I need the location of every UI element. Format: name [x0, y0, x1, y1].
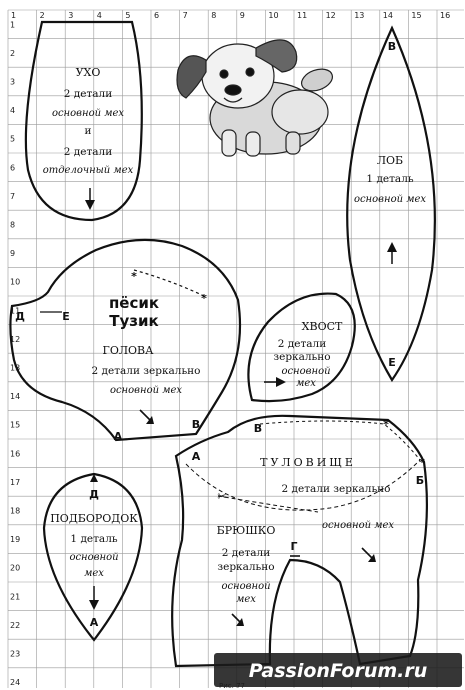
grid-row-label: 12 [10, 334, 21, 344]
grid-row-label: 4 [10, 106, 16, 116]
grid-row-label: 14 [10, 392, 21, 402]
grid-row-label: 24 [10, 678, 21, 688]
grid-row-label: 21 [10, 592, 21, 602]
body-star-1: * [383, 418, 389, 431]
chin-mark-a: А [89, 616, 99, 629]
head-mark-a: А [113, 430, 123, 443]
forehead-mark-bottom: Е [388, 356, 396, 369]
head-name-line1: пёсик [108, 294, 160, 312]
grid-row-label: 8 [10, 220, 16, 230]
tail-title: ХВОСТ [301, 320, 343, 333]
belly-title: БРЮШКО [216, 524, 276, 537]
belly-fabric-1: основной [221, 581, 271, 592]
head-piece [10, 240, 240, 440]
head-mark-d: Д [15, 310, 25, 323]
belly-mark-g: Г [290, 540, 298, 553]
head-star-2: * [201, 292, 207, 305]
body-piece [172, 416, 427, 666]
head-name-line2: Тузик [109, 312, 159, 330]
ear-fabric: основной мех [51, 108, 125, 119]
grid-row-label: 1 [10, 20, 16, 30]
grid-column-label: 6 [154, 11, 160, 20]
head-dart [134, 270, 204, 296]
grid-row-label: 13 [10, 363, 21, 373]
head-grainline [140, 410, 150, 420]
grid-column-labels [11, 11, 450, 20]
ear-outline [26, 22, 142, 220]
body-count: 2 детали зеркально [281, 483, 391, 495]
ear-title: УХО [75, 66, 101, 79]
chin-fabric-2: мех [84, 568, 104, 579]
head-title: ГОЛОВА [102, 344, 154, 357]
chin-title: ПОДБОРОДОК [50, 512, 138, 525]
grid-row-label: 5 [10, 134, 16, 144]
grid-column-label: 2 [39, 11, 45, 20]
grid-column-label: 10 [268, 11, 279, 20]
grid-row-label: 23 [10, 649, 21, 659]
forehead-grain-arrow [387, 242, 397, 252]
grid-row-label: 10 [10, 277, 21, 287]
head-outline [10, 240, 240, 440]
ear-piece [26, 22, 142, 220]
tail-count: 2 детали [277, 338, 327, 350]
tail-fabric-2: мех [296, 378, 316, 389]
grid-row-label: 16 [10, 449, 21, 459]
grid-row-label: 3 [10, 77, 16, 87]
grid-row-label: 18 [10, 506, 21, 516]
grid-column-label: 16 [440, 11, 451, 20]
grid-row-labels [10, 20, 20, 687]
head-mark-v: В [191, 418, 201, 431]
grid-row-label: 17 [10, 477, 21, 487]
grid-column-label: 13 [354, 11, 365, 20]
body-outline [172, 416, 427, 666]
watermark: PassionForum.ru [248, 660, 428, 682]
body-star-2: * [419, 456, 425, 469]
grid-column-label: 11 [297, 11, 308, 20]
chin-fabric-1: основной [69, 552, 119, 563]
grid-row-label: 19 [10, 535, 21, 545]
grid-row-label: 7 [10, 191, 16, 201]
body-title: ТУЛОВИЩЕ [260, 456, 356, 469]
grid-column-label: 7 [182, 11, 188, 20]
belly-fabric-2: мех [236, 594, 256, 605]
head-count: 2 детали зеркально [91, 365, 201, 377]
tail-mirror: зеркально [273, 351, 331, 363]
grid-column-label: 8 [211, 11, 217, 20]
ear-count: 2 детали [63, 88, 113, 100]
chin-count: 1 деталь [70, 533, 118, 545]
grid-row-label: 9 [10, 249, 16, 259]
belly-mirror: зеркально [217, 561, 275, 573]
puppy-illustration [177, 40, 335, 156]
tail-fabric-1: основной [281, 366, 331, 377]
forehead-fabric: основной мех [353, 194, 427, 205]
ear-and: и [84, 125, 92, 137]
grid-row-label: 6 [10, 163, 16, 173]
ear-count-2: 2 детали [63, 146, 113, 158]
grid-row-label: 20 [10, 563, 21, 573]
body-mark-a: А [191, 450, 201, 463]
chin-mark-d: Д [89, 488, 99, 501]
chin-grain-arrow [89, 600, 99, 610]
grid-column-label: 12 [325, 11, 336, 20]
grid-row-label: 11 [10, 306, 21, 316]
grid-row-label: 22 [10, 620, 21, 630]
grid-column-label: 1 [11, 11, 17, 20]
head-fabric: основной мех [109, 385, 183, 396]
body-scissors-icon: ✂ [217, 490, 227, 503]
grid-column-label: 4 [96, 11, 102, 20]
body-grainline-1 [362, 548, 372, 558]
body-mark-v: В [253, 422, 263, 435]
head-star-1: * [131, 270, 137, 283]
grid-row-label: 15 [10, 420, 21, 430]
forehead-title: ЛОБ [376, 154, 404, 167]
tail-grain-arrow [276, 377, 286, 387]
body-grainline-2 [232, 614, 240, 622]
grid-column-label: 3 [68, 11, 74, 20]
grid-column-label: 14 [382, 11, 393, 20]
body-fabric: основной мех [321, 520, 395, 531]
forehead-mark-top: В [387, 40, 397, 53]
grid-column-label: 15 [411, 11, 422, 20]
grid-column-label: 9 [239, 11, 245, 20]
grid-column-label: 5 [125, 11, 131, 20]
grid-row-label: 2 [10, 48, 16, 58]
ear-fabric-2: отделочный мех [42, 165, 134, 176]
belly-count: 2 детали [221, 547, 271, 559]
forehead-count: 1 деталь [366, 173, 414, 185]
belly-dart [218, 496, 318, 512]
body-mark-b: Б [415, 474, 425, 487]
head-mark-e: Е [62, 310, 70, 323]
